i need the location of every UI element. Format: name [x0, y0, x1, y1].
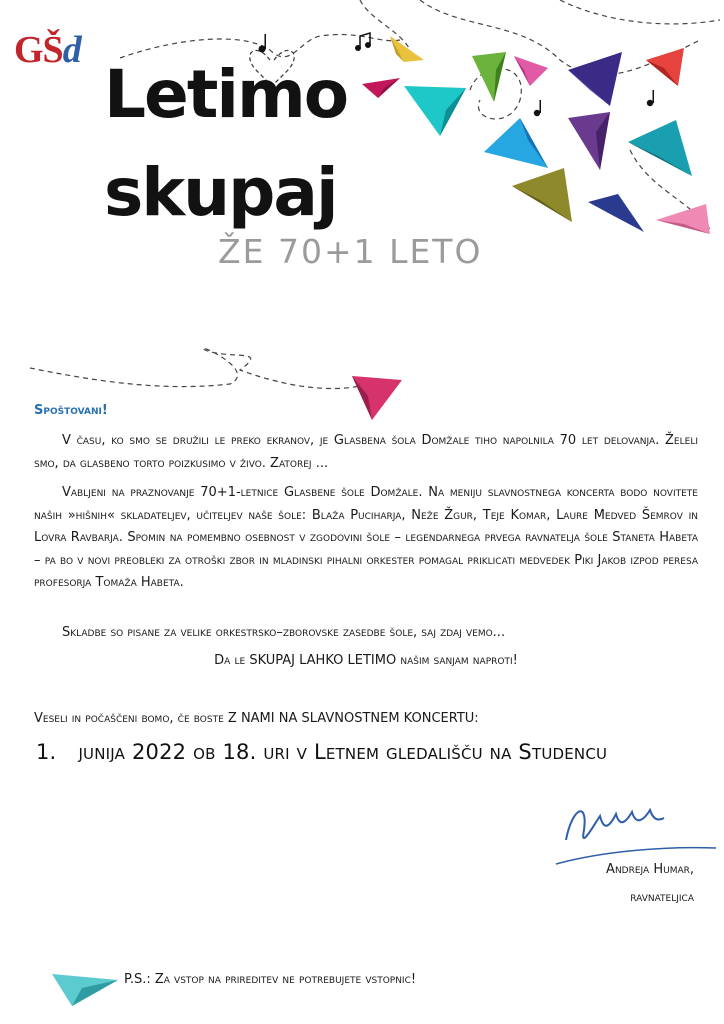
logo-gs: GŠ [14, 29, 63, 71]
paper-plane-icon [568, 112, 610, 170]
paper-plane-icon [568, 52, 622, 106]
invitation-end: : [474, 711, 479, 726]
paragraph-2 [34, 482, 698, 595]
paragraph-4-start: Da le [214, 653, 250, 668]
music-note-icon [647, 90, 654, 106]
signature-scribble [566, 810, 664, 840]
invitation-line [34, 708, 698, 731]
date-text: junija 2022 ob 18. uri v Letnem gledališču na Studencu [78, 740, 608, 764]
concert-highlight: Z NAMI NA SLAVNOSTNEM KONCERTU [227, 711, 475, 726]
title-line-2: skupaj [104, 154, 337, 231]
paper-plane-icon [484, 118, 548, 168]
paper-plane-icon [656, 204, 710, 234]
paper-plane-icon [514, 56, 548, 86]
paragraph-4-rest: našim sanjam naproti! [396, 653, 518, 668]
logo-d: d [62, 29, 81, 71]
signature-name: Andreja Humar, [606, 862, 694, 877]
paragraph-1: V času, ko smo se družili le preko ekranov, je Glasbena šola Domžale tiho napolnila 70 let delovanja. Želeli smo, da glasbeno torto poizkusimo v živo. Zatorej ... [34, 433, 698, 471]
anniversary-highlight: 70+1-letnice Glasbene šole Domžale [200, 485, 419, 500]
invitation-start: Veseli in počaščeni bomo, če boste [34, 711, 228, 726]
subtitle: ŽE 70+1 LETO [218, 232, 483, 271]
paper-plane-icon [512, 168, 572, 222]
paper-plane-icon [390, 36, 424, 62]
paragraph-3: Skladbe so pisane za velike orkestrsko–zborovske zasedbe šole, saj zdaj vemo... [62, 625, 506, 640]
paper-plane-icon [588, 194, 644, 232]
greeting: Spoštovani! [34, 403, 108, 418]
paragraph-4 [34, 650, 698, 673]
dashed-flight-path [560, 0, 720, 24]
event-date [36, 740, 607, 764]
motto-highlight: SKUPAJ LAHKO LETIMO [249, 653, 397, 668]
postscript: P.S.: Za vstop na prireditev ne potrebujete vstopnic! [124, 972, 417, 987]
paper-plane-icon [646, 48, 684, 86]
music-note-icon [355, 33, 371, 51]
school-logo [14, 28, 81, 72]
paragraph-2-rest: . Na meniju slavnostnega koncerta bodo novitete naših »hišnih« skladateljev, učiteljev naše šole: Blaža Puciharja, Neže Žgur, Teje Komar, Laure Medved Šemrov in Lovra Ravbarja. Spomin na pomembno osebnost v zgodovini šole – legendarnega prvega ravnatelja šole Staneta Habeta – pa bo v novi preobleki za otroški zbor in mladinski pihalni orkester pomagal priklicati medvedek Piki Jakob izpod peresa profesorja Tomaža Habeta. [34, 485, 698, 590]
date-number: 1. [36, 740, 57, 764]
paper-plane-icon [472, 52, 506, 102]
title-line-1: Letimo [104, 56, 348, 133]
music-note-icon [534, 100, 541, 116]
signature-role: ravnateljica [630, 890, 694, 905]
paper-plane-icon [628, 120, 692, 176]
paper-plane-icon [404, 86, 466, 136]
paper-plane-icon [362, 78, 400, 98]
dashed-flight-path [30, 348, 360, 389]
paper-plane-icon [52, 974, 118, 1006]
paragraph-2-start: Vabljeni na praznovanje [62, 485, 201, 500]
music-note-icon [259, 34, 267, 53]
